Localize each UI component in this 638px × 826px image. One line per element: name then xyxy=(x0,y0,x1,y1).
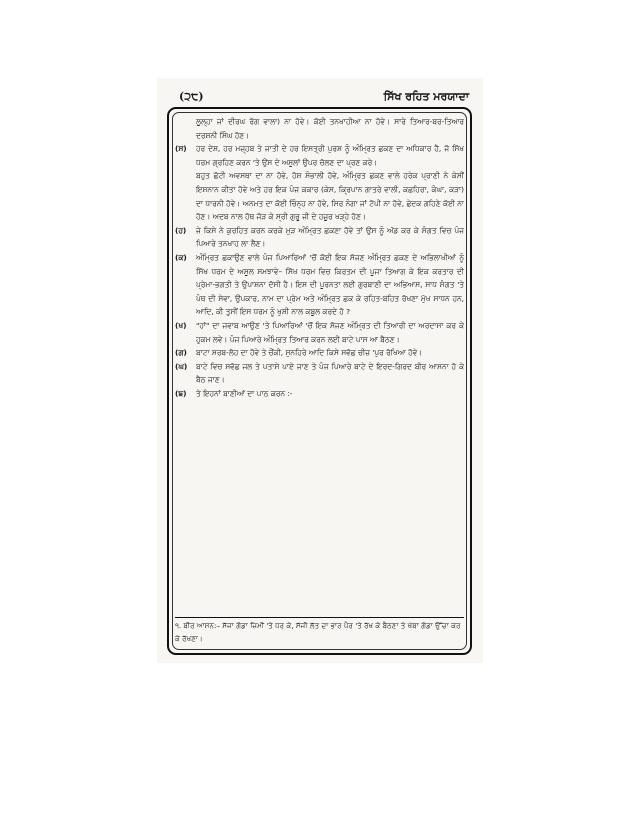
paragraph-h xyxy=(175,224,464,251)
page-header xyxy=(157,88,483,108)
section-marker: (ਹ) xyxy=(175,225,187,235)
paragraph-ng xyxy=(175,387,464,401)
paragraph-s-cont xyxy=(175,169,464,223)
paragraph-text: ਲੂਲ੍ਹਾ ਜਾਂ ਦੀਰਘ ਰੋਗ ਵਾਲਾ) ਨਾ ਹੋਵੇ। ਕੋਈ ਤਨਖਾਹੀਆ ਨਾ ਹੋਵੇ। ਸਾਰੇ ਤਿਆਰ-ਬਰ-ਤਿਆਰ ਦਰਸ਼ਨੀ ਸਿੰਘ ਹੋਣ। xyxy=(196,117,464,140)
section-marker: (ਙ) xyxy=(175,388,187,398)
paragraph-gh xyxy=(175,360,464,387)
section-marker: (ਗ) xyxy=(175,348,187,358)
footnote: ੧. ਬੀਰ ਆਸਨ:– ਸੱਜਾ ਗੋਡਾ ਜ਼ਿਮੀਂ 'ਤੇ ਧਰ ਕੇ, ਸੱਜੀ ਲੱਤ ਦਾ ਭਾਰ ਪੈਰ 'ਤੇ ਰੱਖ ਕੇ ਬੈਠਣਾ ਤੇ ਖੱਬਾ ਗੋਡਾ ਉੱਚਾ ਕਰ ਕੇ ਰੱਖਣਾ। xyxy=(175,617,464,650)
paragraph-text: ਬਹੁਤ ਛੋਟੀ ਅਵਸਥਾ ਦਾ ਨਾ ਹੋਵੇ, ਹੋਸ਼ ਸੰਭਾਲੀ ਹੋਵੇ, ਅੰਮ੍ਰਿਤ ਛਕਣ ਵਾਲੇ ਹਰੇਕ ਪ੍ਰਾਣੀ ਨੇ ਕੇਸੀਂ ਇਸ਼ਨਾਨ ਕੀਤਾ ਹੋਵੇ ਅਤੇ ਹਰ ਇਕ ਪੰਜ ਕਕਾਰ (ਕੇਸ, ਕ੍ਰਿਪਾਨ ਗਾਤਰੇ ਵਾਲੀ, ਕਛਹਿਰਾ, ਕੰਘਾ, ਕੜਾ) ਦਾ ਧਾਰਨੀ ਹੋਵੇ। ਅਨਮਤ ਦਾ ਕੋਈ ਚਿੰਨ੍ਹ ਨਾ ਹੋਵੇ, ਸਿਰ ਨੰਗਾ ਜਾਂ ਟੋਪੀ ਨਾ ਹੋਵੇ, ਛੇਦਕ ਗਹਿਣੇ ਕੋਈ ਨਾ ਹੋਣ। ਅਦਬ ਨਾਲ ਹੱਥ ਜੋੜ ਕੇ ਸ੍ਰੀ ਗੁਰੂ ਜੀ ਦੇ ਹਜ਼ੂਰ ਖੜ੍ਹੇ ਹੋਣ। xyxy=(196,171,464,222)
page-number: (੨੮) xyxy=(179,90,204,103)
paragraph-text: ਬਾਟੇ ਵਿਚ ਸਵੱਛ ਜਲ ਤੇ ਪਤਾਸੇ ਪਾਏ ਜਾਣ ਤੇ ਪੰਜ ਪਿਆਰੇ ਬਾਟੇ ਦੇ ਇਰਦ-ਗਿਰਦ ਬੀਰ ਆਸਨਾ ਹੋ ਕੇ ਬੈਠ ਜਾਣ। xyxy=(196,361,464,385)
section-marker: (ਸ) xyxy=(175,144,187,154)
book-page xyxy=(157,78,483,663)
paragraph-g xyxy=(175,346,464,360)
paragraph-text: "ਹਾਂ" ਦਾ ਜਵਾਬ ਆਉਣ 'ਤੇ ਪਿਆਰਿਆਂ 'ਚੋਂ ਇਕ ਸੱਜਣ ਅੰਮ੍ਰਿਤ ਦੀ ਤਿਆਰੀ ਦਾ ਅਰਦਾਸਾ ਕਰ ਕੇ ਹੁਕਮ ਲਵੇ। ਪੰਜ ਪਿਆਰੇ ਅੰਮ੍ਰਿਤ ਤਿਆਰ ਕਰਨ ਲਈ ਬਾਟੇ ਪਾਸ ਆ ਬੈਠਣ। xyxy=(196,320,464,344)
paragraph-continuation xyxy=(175,115,464,142)
book-title: ਸਿੱਖ ਰਹਿਤ ਮਰਯਾਦਾ xyxy=(383,90,469,103)
page-body xyxy=(175,115,464,617)
paragraph-text: ਤੇ ਇਹਨਾਂ ਬਾਣੀਆਂ ਦਾ ਪਾਠ ਕਰਨ :- xyxy=(196,388,293,398)
section-marker: (ਕ) xyxy=(175,252,187,262)
paragraph-text: ਜੇ ਕਿਸੇ ਨੇ ਕੁਰਹਿਤ ਕਰਨ ਕਰਕੇ ਮੁੜ ਅੰਮ੍ਰਿਤ ਛਕਣਾ ਹੋਵੇ ਤਾਂ ਉਸ ਨੂੰ ਅੱਡ ਕਰ ਕੇ ਸੰਗਤ ਵਿਚ ਪੰਜ ਪਿਆਰੇ ਤਨਖਾਹ ਲਾ ਲੈਣ। xyxy=(196,225,464,249)
paragraph-k xyxy=(175,251,464,319)
paragraph-text: ਅੰਮ੍ਰਿਤ ਛਕਾਉਣ ਵਾਲੇ ਪੰਜ ਪਿਆਰਿਆਂ 'ਚੋਂ ਕੋਈ ਇਕ ਸੱਜਣ ਅੰਮ੍ਰਿਤ ਛਕਣ ਦੇ ਅਭਿਲਾਖੀਆਂ ਨੂੰ ਸਿੱਖ ਧਰਮ ਦੇ ਅਸੂਲ ਸਮਝਾਵੇ– ਸਿੱਖ ਧਰਮ ਵਿਚ ਕਿਰਤਮ ਦੀ ਪੂਜਾ ਤਿਆਗ ਕੇ ਇਕ ਕਰਤਾਰ ਦੀ ਪ੍ਰੇਮਾ-ਭਗਤੀ ਤੇ ਉਪਾਸ਼ਨਾ ਦੱਸੀ ਹੈ। ਇਸ ਦੀ ਪੂਰਨਤਾ ਲਈ ਗੁਰਬਾਣੀ ਦਾ ਅਭਿਆਸ, ਸਾਧ ਸੰਗਤ 'ਤੇ ਪੰਥ ਦੀ ਸੇਵਾ, ਉਪਕਾਰ, ਨਾਮ ਦਾ ਪ੍ਰੇਮ ਅਤੇ ਅੰਮ੍ਰਿਤ ਛਕ ਕੇ ਰਹਿਤ-ਬਹਿਤ ਰੱਖਣਾ ਮੁੱਖ ਸਾਧਨ ਹਨ, ਆਦਿ, ਕੀ ਤੁਸੀਂ ਇਸ ਧਰਮ ਨੂੰ ਖੁਸ਼ੀ ਨਾਲ ਕਬੂਲ ਕਰਦੇ ਹੋ ? xyxy=(196,252,464,317)
section-marker: (ਘ) xyxy=(175,361,188,371)
section-marker: (ਖ) xyxy=(175,320,187,330)
page-border-frame xyxy=(167,107,472,655)
paragraph-text: ਬਾਟਾ ਸਰਬ-ਲੋਹ ਦਾ ਹੋਵੇ ਤੇ ਚੌਂਕੀ, ਸੁਨਹਿਰੇ ਆਦਿ ਕਿਸੇ ਸਵੱਛ ਚੀਜ਼ 'ਪੁਰ ਰੱਖਿਆ ਹੋਵੇ। xyxy=(196,348,423,358)
paragraph-text: ਹਰ ਦੇਸ਼, ਹਰ ਮਜ਼੍ਹਬ ਤੇ ਜਾਤੀ ਦੇ ਹਰ ਇਸਤ੍ਰੀ ਪੁਰਸ਼ ਨੂੰ ਅੰਮ੍ਰਿਤ ਛਕਣ ਦਾ ਅਧਿਕਾਰ ਹੈ, ਜੋ ਸਿੱਖ ਧਰਮ ਗ੍ਰਹਿਣ ਕਰਨ 'ਤੇ ਉਸ ਦੇ ਅਸੂਲਾਂ ਉਪਰ ਚੱਲਣ ਦਾ ਪ੍ਰਣ ਕਰੇ। xyxy=(196,144,464,167)
paragraph-s xyxy=(175,142,464,169)
paragraph-kh xyxy=(175,319,464,346)
